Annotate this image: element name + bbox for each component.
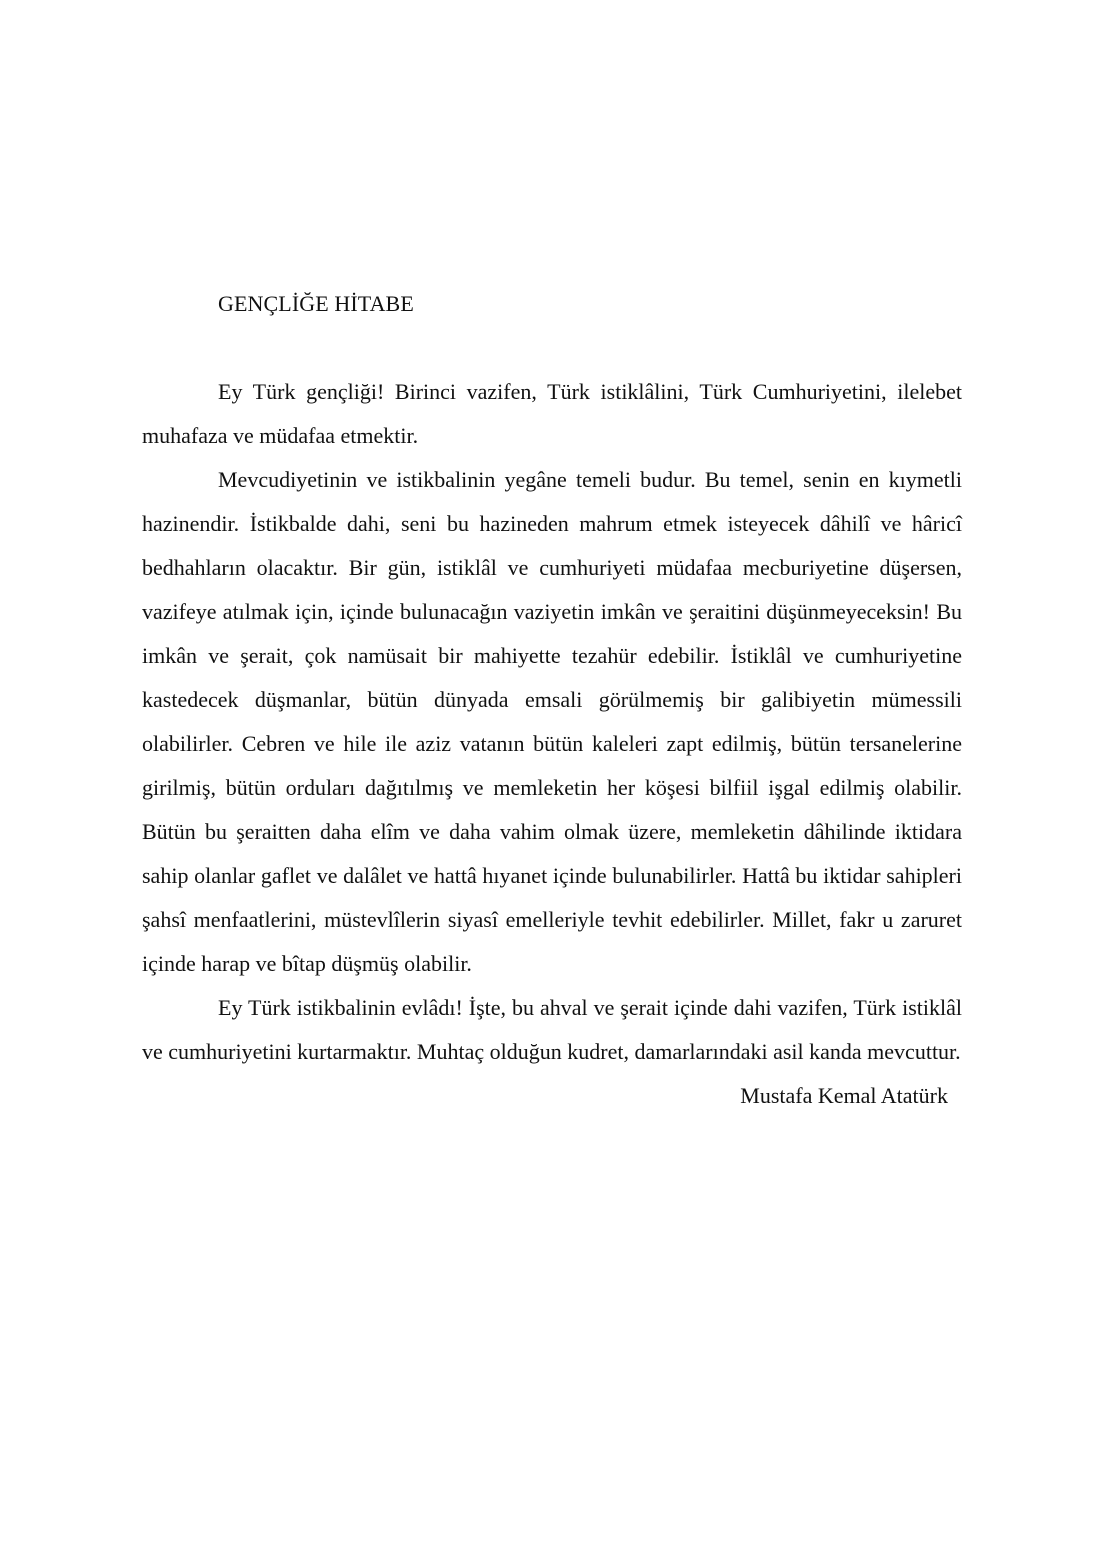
document-body [142,370,962,1118]
paragraph-3: Ey Türk istikbalinin evlâdı! İşte, bu ahval ve şerait içinde dahi vazifen, Türk istiklâl ve cumhuriyetini kurtarmaktır. Muhtaç olduğun kudret, damarlarındaki asil kanda mevcuttur. [142,995,962,1064]
paragraph-2: Mevcudiyetinin ve istikbalinin yegâne temeli budur. Bu temel, senin en kıymetli hazinendir. İstikbalde dahi, seni bu hazineden mahrum etmek isteyecek dâhilî ve hâricî bedhahların olacaktır. Bir gün, istiklâl ve cumhuriyeti müdafaa mecburiyetine düşersen, vazifeye atılmak için, içinde bulunacağın vaziyetin imkân ve şeraitini düşünmeyeceksin! Bu imkân ve şerait, çok namüsait bir mahiyette tezahür edebilir. İstiklâl ve cumhuriyetine kastedecek düşmanlar, bütün dünyada emsali görülmemiş bir galibiyetin mümessili olabilirler. Cebren ve hile ile aziz vatanın bütün kaleleri zapt edilmiş, bütün tersanelerine girilmiş, bütün orduları dağıtılmış ve memleketin her köşesi bilfiil işgal edilmiş olabilir. Bütün bu şeraitten daha elîm ve daha vahim olmak üzere, memleketin dâhilinde iktidara sahip olanlar gaflet ve dalâlet ve hattâ hıyanet içinde bulunabilirler. Hattâ bu iktidar sahipleri şahsî menfaatlerini, müstevlîlerin siyasî emelleriyle tevhit edebilirler. Millet, fakr u zaruret içinde harap ve bîtap düşmüş olabilir. [142,467,962,976]
document-title: GENÇLİĞE HİTABE [218,291,414,316]
document-page [142,282,962,1118]
signature: Mustafa Kemal Atatürk [740,1083,948,1108]
paragraph-1: Ey Türk gençliği! Birinci vazifen, Türk istiklâlini, Türk Cumhuriyetini, ilelebet muhafaza ve müdafaa etmektir. [142,379,962,448]
